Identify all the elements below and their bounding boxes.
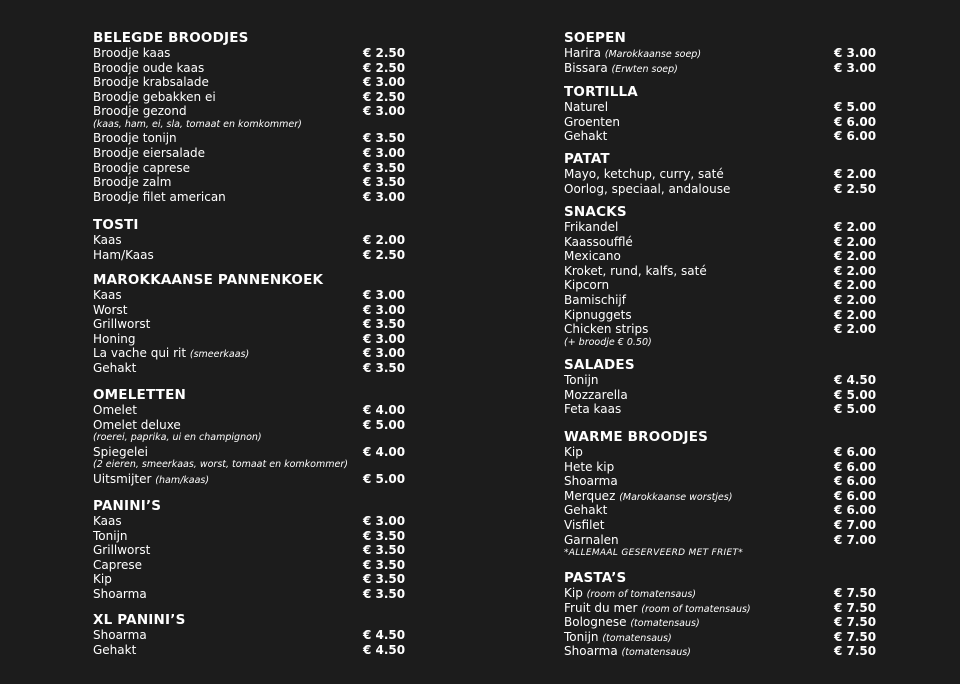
item-name: Broodje filet american [93,189,226,204]
menu-section-tortilla [564,84,877,144]
item-name: Shoarma [564,474,618,489]
item-name: Broodje zalm [93,175,172,190]
item-price: € 3.50 [363,586,406,601]
menu-item [93,61,423,76]
item-price: € 6.00 [834,114,877,129]
item-name: Honing [93,331,136,346]
item-name: Tonijn [564,373,599,387]
item-name: Broodje gezond [93,104,187,119]
section-title: MAROKKAANSE PANNENKOEK [93,272,324,288]
section-footnote: *ALLEMAAL GESERVEERD MET FRIET* [564,548,744,559]
menu-item [564,263,877,279]
item-name: Broodje oude kaas [93,60,205,75]
item-price: € 3.00 [363,189,406,204]
item-name: Kaassoufflé [564,234,633,249]
item-price: € 7.50 [834,629,877,644]
menu-item [564,167,877,182]
menu-section-warme-broodjes [564,429,877,559]
item-price: € 3.00 [834,46,877,60]
item-description: (+ broodje € 0.50) [564,336,652,348]
menu-item [564,181,877,197]
item-name: Oorlog, speciaal, andalouse [564,181,731,196]
item-price: € 7.50 [834,586,877,600]
item-price: € 3.00 [363,302,406,317]
item-name: Broodje krabsalade [93,75,209,90]
menu-item [93,418,423,433]
item-name: Shoarma [93,586,147,601]
item-price: € 2.00 [834,234,877,249]
menu-item [93,628,423,643]
item-price: € 4.50 [363,642,406,657]
item-price: € 3.50 [363,572,406,587]
item-name: Omelet deluxe [93,417,181,432]
item-price: € 2.50 [363,60,406,75]
section-title: PANINI’S [93,498,162,514]
item-name: Worst [93,302,128,317]
menu-item [564,114,877,130]
menu-item [93,161,423,176]
item-price: € 4.00 [363,403,406,417]
menu-section-patat [564,151,877,196]
item-name: Caprese [93,557,143,572]
menu-item [93,543,423,558]
menu-item [93,572,423,587]
menu-item [93,146,423,161]
item-price: € 5.00 [834,402,877,417]
item-name: Gehakt [564,129,608,144]
item-price: € 2.00 [834,220,877,234]
item-price: € 3.00 [363,331,406,346]
item-price: € 2.00 [363,233,406,247]
menu-item [564,402,877,417]
item-name: Hete kip [564,459,615,474]
item-price: € 7.50 [834,615,877,630]
item-price: € 2.00 [834,322,877,337]
menu-item [93,131,423,146]
menu-section-tosti [93,217,423,262]
menu-item [564,129,877,144]
menu-item [93,190,423,205]
item-price: € 3.50 [363,528,406,543]
item-price: € 3.00 [363,288,406,302]
item-price: € 2.50 [834,181,877,196]
menu-item [564,644,877,659]
menu-item [564,488,877,504]
menu-section-soepen [564,30,877,75]
item-price: € 6.00 [834,503,877,518]
item-name: La vache qui rit [93,346,187,361]
menu-item [564,307,877,323]
menu-item [93,317,423,332]
menu-item [93,288,423,303]
item-name: Gehakt [564,503,608,518]
item-name: Bolognese [564,615,627,630]
menu-section-omeletten [93,387,423,486]
menu-item [564,459,877,475]
menu-item [93,75,423,90]
item-name: Fruit du mer [564,600,638,615]
item-note: (Erwten soep) [611,63,678,75]
item-note: (Marokkaanse worstjes) [619,491,733,503]
item-name: Harira [564,46,601,60]
menu-section-belegde-broodjes [93,30,423,204]
section-title: OMELETTEN [93,387,187,403]
section-title: PASTA’S [564,570,627,586]
item-price: € 6.00 [834,445,877,459]
item-price: € 5.00 [363,417,406,432]
menu-section-xl-paninis [93,612,423,657]
menu-item [93,90,423,105]
item-description: (roerei, paprika, ui en champignon) [93,432,262,444]
menu-item [564,322,877,337]
menu-section-pastas [564,570,877,659]
item-name: Broodje eiersalade [93,146,206,161]
menu-item [93,361,423,376]
item-name: Gehakt [93,642,137,657]
item-description: (kaas, ham, ei, sla, tomaat en komkommer) [93,118,302,130]
menu-item [93,472,423,487]
item-name: Ham/Kaas [93,247,154,262]
item-name: Spiegelei [93,444,149,459]
item-name: Broodje kaas [93,46,171,60]
menu-item [564,600,877,616]
item-name: Kip [564,586,583,600]
item-name: Mexicano [564,249,621,264]
item-price: € 5.00 [834,387,877,402]
menu-item [93,248,423,263]
item-name: Garnalen [564,532,619,547]
item-name: Grillworst [93,543,151,558]
menu-item [93,303,423,318]
item-price: € 3.50 [363,557,406,572]
item-price: € 3.00 [834,60,877,75]
menu-item [564,503,877,518]
item-note: (smeerkaas) [189,349,250,361]
item-price: € 7.00 [834,532,877,547]
menu-item [564,249,877,264]
section-title: SNACKS [564,204,627,220]
section-title: WARME BROODJES [564,429,709,445]
menu-item [93,175,423,190]
item-price: € 2.50 [363,46,406,60]
item-price: € 3.50 [363,543,406,558]
menu-item [564,474,877,489]
menu-item [564,445,877,460]
item-name: Shoarma [564,644,618,659]
menu-item [564,46,877,61]
item-price: € 3.50 [363,131,406,146]
item-note: (tomatensaus) [621,647,691,659]
item-price: € 4.50 [363,628,406,642]
menu-section-paninis [93,498,423,602]
item-name: Bissara [564,60,608,75]
menu-item [93,233,423,248]
item-price: € 3.50 [363,160,406,175]
item-name: Frikandel [564,220,619,234]
item-note: (room of tomatensaus) [586,589,696,600]
item-note: (tomatensaus) [602,632,672,644]
menu-item [93,445,423,460]
item-name: Feta kaas [564,402,622,417]
menu-item [564,387,877,403]
item-name: Kip [564,445,583,459]
item-price: € 7.00 [834,517,877,532]
item-description: (2 eieren, smeerkaas, worst, tomaat en komkommer) [93,459,348,471]
menu-item [564,292,877,308]
menu-item [564,517,877,533]
menu-item [93,514,423,529]
menu-item [93,529,423,544]
menu-item [93,403,423,418]
item-name: Broodje tonijn [93,131,177,146]
menu-item [564,373,877,388]
item-price: € 5.00 [834,100,877,114]
item-note: (Marokkaanse soep) [604,49,702,60]
item-price: € 3.50 [363,175,406,190]
item-price: € 3.00 [363,146,406,161]
item-name: Kaas [93,233,122,247]
item-name: Kip [93,572,112,587]
menu-item [564,629,877,645]
item-name: Naturel [564,100,609,114]
menu-item [93,332,423,347]
menu-item [93,643,423,658]
section-title: SALADES [564,357,635,373]
item-name: Groenten [564,114,620,129]
section-title: TOSTI [93,217,139,233]
item-name: Mozzarella [564,387,628,402]
item-name: Kipnuggets [564,307,632,322]
item-price: € 2.00 [834,263,877,278]
item-price: € 4.00 [363,444,406,459]
item-price: € 4.50 [834,373,877,387]
item-price: € 5.00 [363,471,406,486]
menu-item [564,220,877,235]
item-price: € 2.50 [363,89,406,104]
item-price: € 7.50 [834,600,877,615]
menu-item [93,346,423,361]
item-price: € 3.50 [363,317,406,332]
item-price: € 2.00 [834,278,877,293]
section-title: PATAT [564,151,610,167]
item-name: Grillworst [93,317,151,332]
item-price: € 3.00 [363,514,406,528]
menu-item [564,278,877,293]
item-name: Shoarma [93,628,147,642]
menu-item [564,100,877,115]
item-name: Bamischijf [564,292,626,307]
item-price: € 6.00 [834,459,877,474]
item-name: Kipcorn [564,278,610,293]
item-name: Visfilet [564,517,605,532]
item-name: Kroket, rund, kalfs, saté [564,263,707,278]
item-price: € 6.00 [834,488,877,503]
section-title: TORTILLA [564,84,638,100]
item-name: Tonijn [564,629,599,644]
item-note: (ham/kaas) [155,474,210,486]
item-name: Omelet [93,403,137,417]
menu-item [564,586,877,601]
menu-section-snacks [564,204,877,349]
item-name: Chicken strips [564,322,649,337]
item-name: Broodje caprese [93,160,190,175]
item-price: € 3.00 [363,104,406,119]
item-note: (tomatensaus) [630,618,700,630]
section-title: XL PANINI’S [93,612,186,628]
menu-item [564,532,877,548]
menu-section-salades [564,357,877,417]
item-name: Kaas [93,288,122,302]
item-name: Mayo, ketchup, curry, saté [564,167,724,181]
menu-item [93,558,423,573]
item-note: (room of tomatensaus) [641,603,751,615]
menu-item [93,104,423,119]
item-price: € 2.00 [834,249,877,264]
item-price: € 2.00 [834,307,877,322]
menu-section-marokkaanse-pannenkoek [93,272,423,376]
item-name: Merquez [564,488,616,503]
section-title: BELEGDE BROODJES [93,30,249,46]
item-name: Broodje gebakken ei [93,89,216,104]
menu-item [564,234,877,250]
menu-item [93,587,423,602]
item-price: € 3.00 [363,346,406,361]
item-price: € 7.50 [834,644,877,659]
item-name: Kaas [93,514,122,528]
item-name: Tonijn [93,528,128,543]
menu-item [93,46,423,61]
menu-item [564,60,877,76]
item-name: Gehakt [93,360,137,375]
menu-item [564,615,877,630]
item-price: € 2.00 [834,292,877,307]
item-price: € 6.00 [834,129,877,144]
item-price: € 3.50 [363,360,406,375]
item-price: € 2.50 [363,247,406,262]
section-title: SOEPEN [564,30,627,46]
item-price: € 2.00 [834,167,877,181]
item-price: € 6.00 [834,474,877,489]
item-price: € 3.00 [363,75,406,90]
item-name: Uitsmijter [93,471,152,486]
